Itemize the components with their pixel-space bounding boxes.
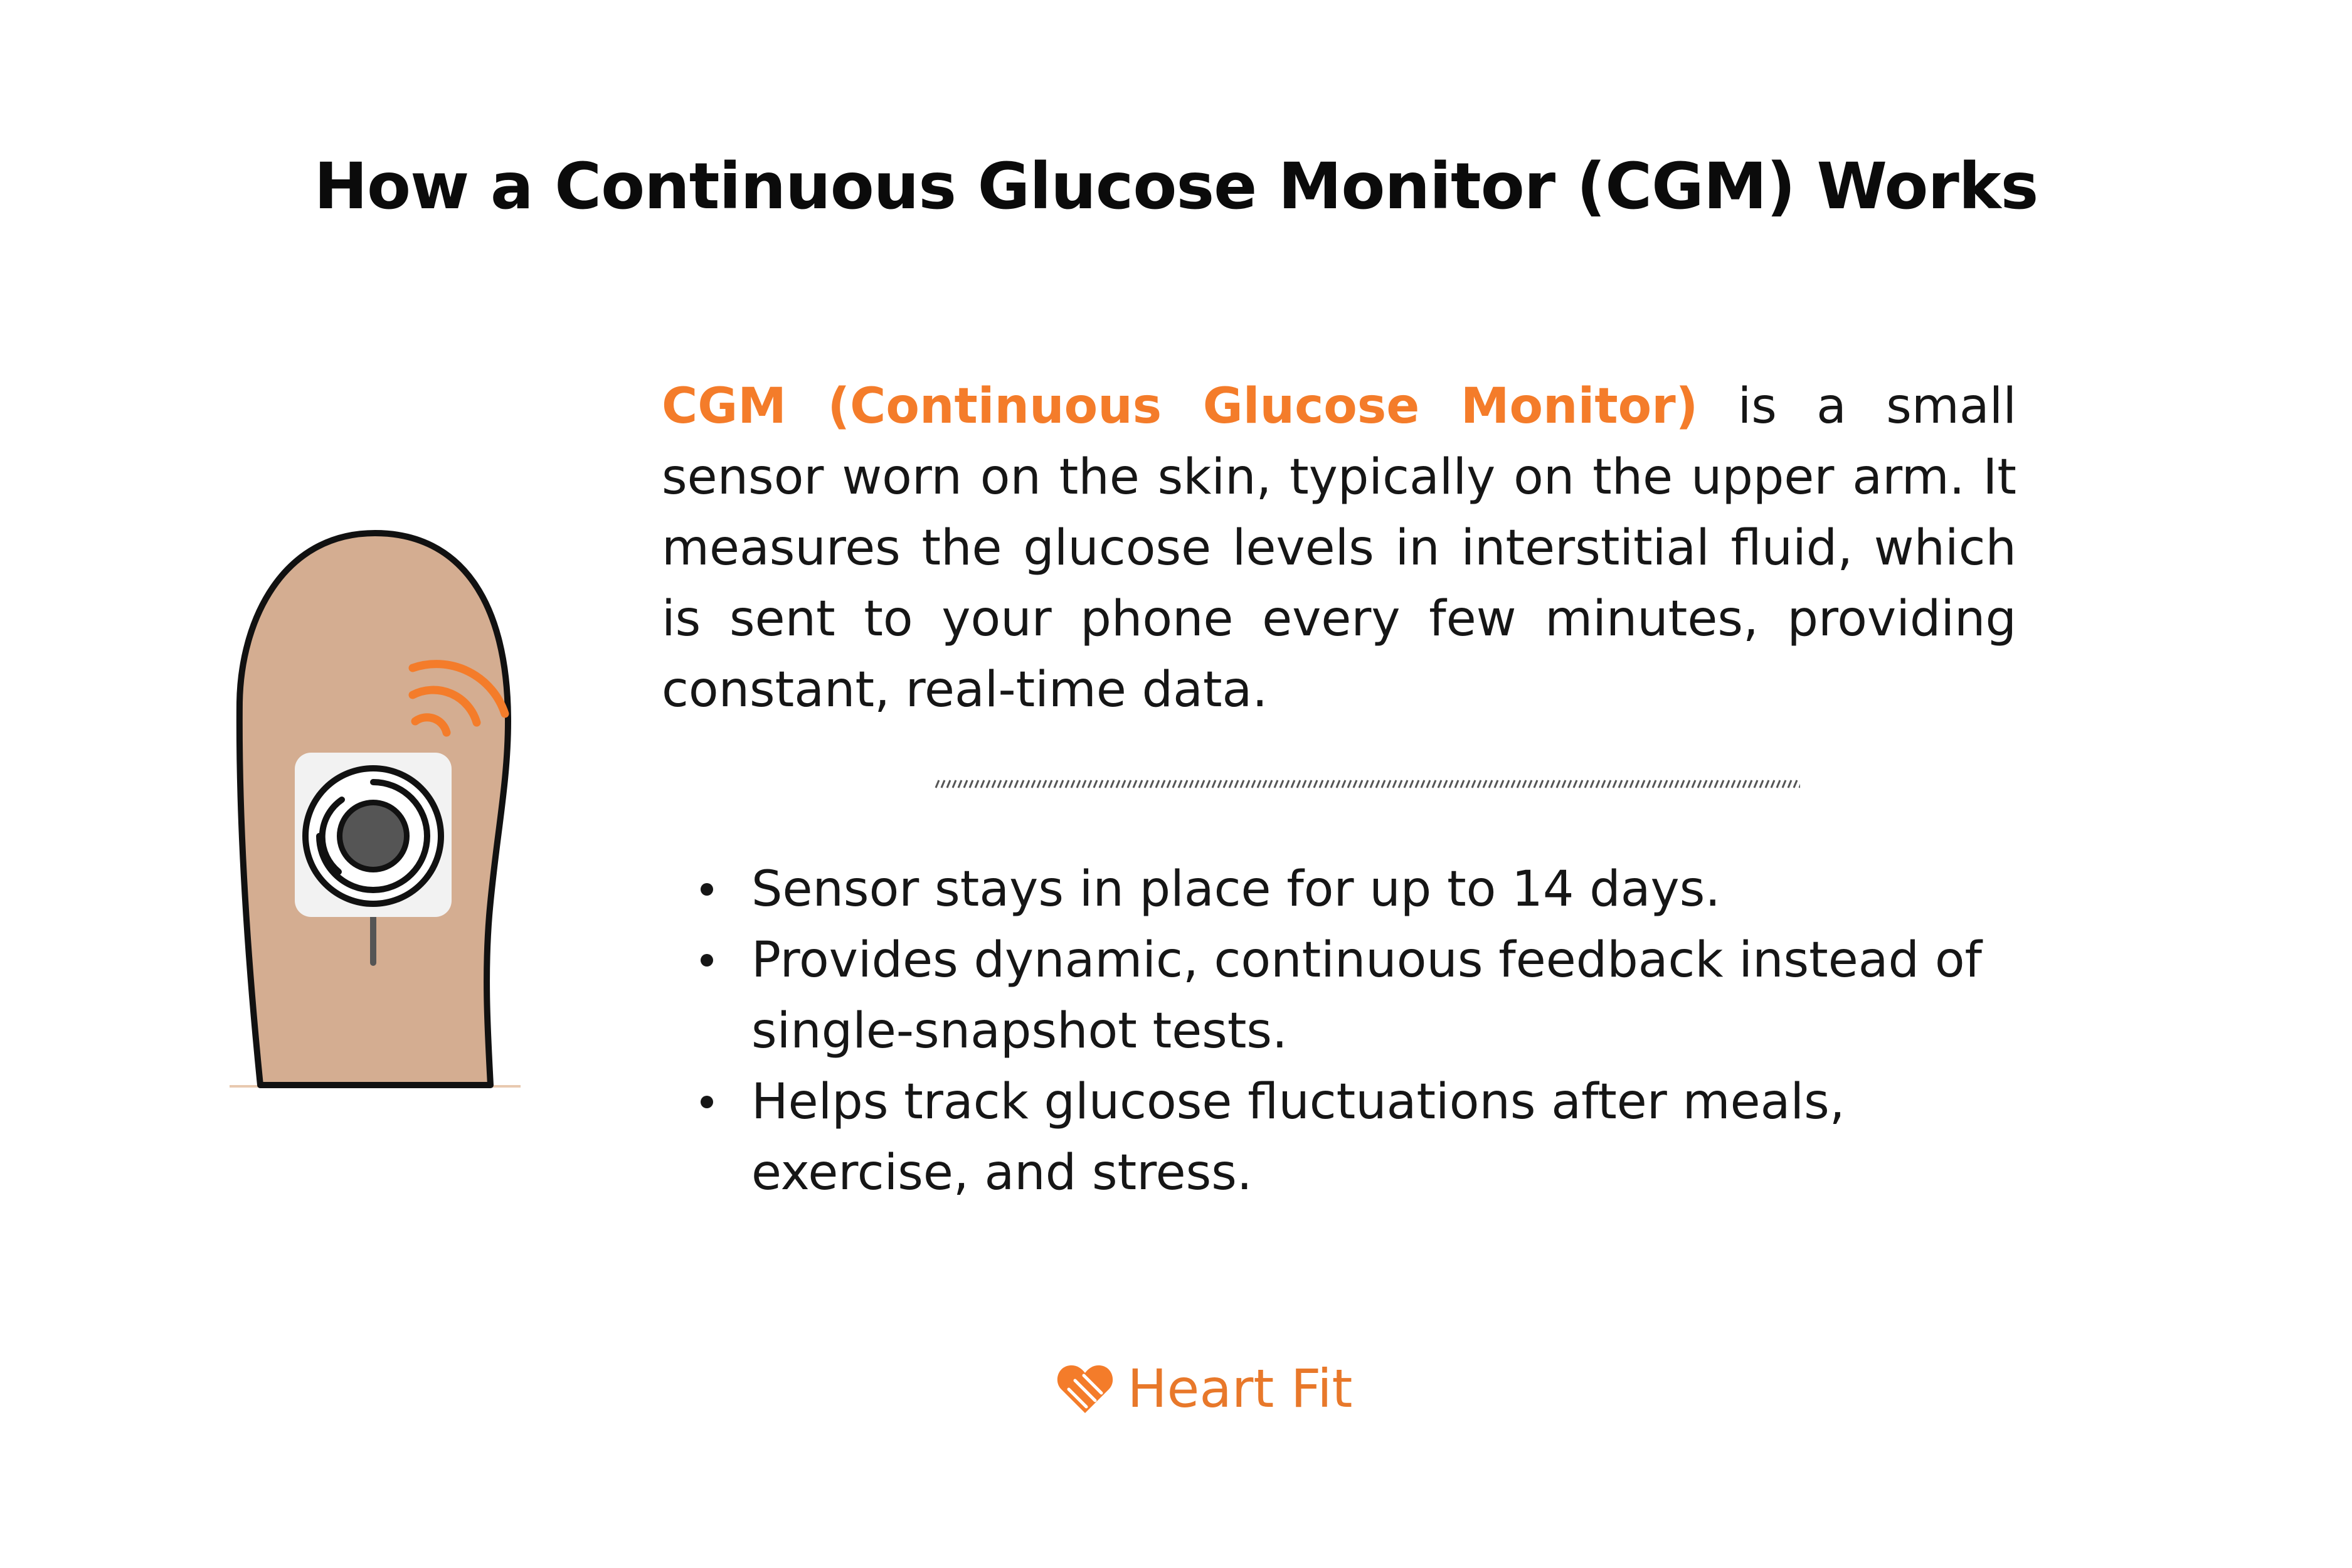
page-title: How a Continuous Glucose Monitor (CGM) Works — [314, 149, 2038, 224]
list-item: Sensor stays in place for up to 14 days. — [662, 854, 2029, 925]
heart-logo-icon — [1056, 1362, 1114, 1416]
feature-list — [662, 854, 2029, 1209]
bullet-icon — [701, 1096, 713, 1108]
list-item: Helps track glucose fluctuations after meals, exercise, and stress. — [662, 1067, 2029, 1209]
brand-footer — [0, 1358, 2352, 1419]
bullet-icon — [701, 954, 713, 967]
list-item: Provides dynamic, continuous feedback instead of single-snapshot tests. — [662, 925, 2029, 1067]
arm-icon — [213, 514, 539, 1104]
intro-highlight: CGM (Continuous Glucose Monitor) — [662, 378, 1698, 435]
brand-name: Heart Fit — [1127, 1358, 1353, 1419]
divider — [935, 778, 1800, 790]
intro-paragraph — [662, 371, 2016, 726]
bullet-icon — [701, 883, 713, 896]
intro-text: is a small sensor worn on the skin, typically on the upper arm. It measures the glucose levels in interstitial fluid, which is sent to your phone every few minutes, providing constant, real-time data. — [662, 378, 2016, 718]
